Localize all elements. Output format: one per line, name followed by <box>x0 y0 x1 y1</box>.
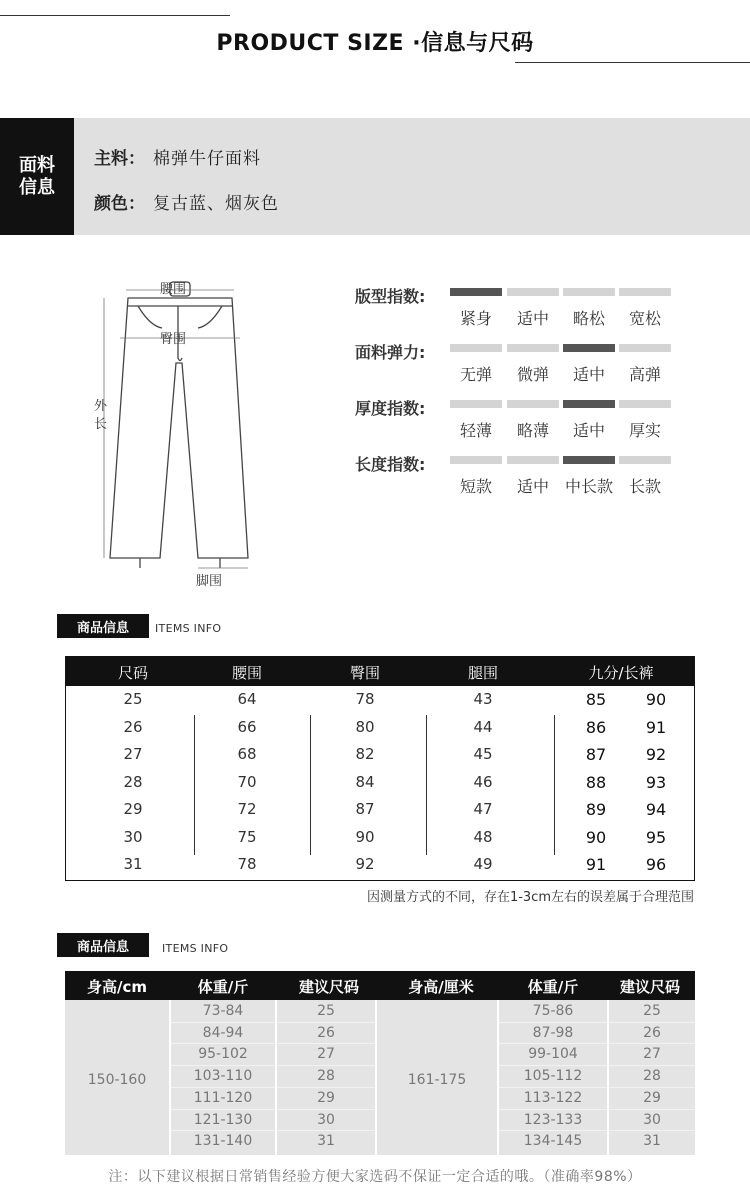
index-bar-length-1 <box>507 456 559 464</box>
rec-row-line <box>171 1043 275 1044</box>
index-option-fit-2: 略松 <box>572 309 605 328</box>
size-header-hip: 臀围 <box>349 664 380 682</box>
rec-cell: 87-98 <box>532 1024 574 1041</box>
index-bar-stretch-1 <box>507 344 559 352</box>
rec-cell: 84-94 <box>202 1024 244 1041</box>
index-bar-thickness-0 <box>450 400 502 408</box>
index-bar-length-0 <box>450 456 502 464</box>
rec-row-line <box>277 1043 375 1044</box>
index-bar-length-2 <box>563 456 615 464</box>
rec-row-line <box>171 1109 275 1110</box>
size-cell: 48 <box>473 827 493 846</box>
index-bar-fit-1 <box>507 288 559 296</box>
index-option-length-0: 短款 <box>459 477 492 496</box>
rec-row-line <box>277 1109 375 1110</box>
size-cell: 31 <box>123 855 143 873</box>
index-bar-fit-0 <box>450 288 502 296</box>
size-cell: 96 <box>645 855 667 874</box>
fabric-color-row <box>94 189 279 214</box>
items-info-subtitle-2: ITEMS INFO <box>162 942 229 955</box>
size-cell: 84 <box>355 772 375 791</box>
rec-row-line <box>609 1065 695 1066</box>
index-bar-stretch-3 <box>619 344 671 352</box>
index-option-fit-0: 紧身 <box>459 309 492 328</box>
size-cell: 87 <box>585 745 607 764</box>
size-cell: 86 <box>585 717 607 737</box>
rec-row-line <box>499 1130 607 1131</box>
rec-cell: 31 <box>317 1133 335 1150</box>
index-option-length-1: 适中 <box>516 477 549 496</box>
size-cell: 78 <box>237 855 257 873</box>
size-cell: 94 <box>645 800 667 819</box>
size-divider-3 <box>426 715 427 855</box>
rec-cell: 123-133 <box>523 1111 583 1128</box>
rec-cell: 25 <box>643 1003 661 1019</box>
rec-row-line <box>499 1109 607 1110</box>
items-info-tag: 商品信息 <box>57 614 149 638</box>
rec-cell: 99-104 <box>528 1046 578 1063</box>
rec-cell: 95-102 <box>198 1046 248 1063</box>
index-bar-thickness-3 <box>619 400 671 408</box>
size-cell: 29 <box>123 800 143 818</box>
index-option-stretch-0: 无弹 <box>459 365 492 384</box>
rec-cell: 103-110 <box>193 1068 253 1085</box>
size-cell: 75 <box>237 827 257 846</box>
size-cell: 43 <box>473 690 493 708</box>
size-cell: 89 <box>585 800 607 819</box>
rec-row-line <box>171 1022 275 1023</box>
rec-cell: 73-84 <box>202 1003 244 1019</box>
index-row-stretch <box>355 338 715 394</box>
items-info-tag-2: 商品信息 <box>57 933 149 957</box>
index-option-length-3: 长款 <box>628 477 661 496</box>
rec-cell: 29 <box>317 1089 335 1106</box>
index-row-length <box>355 450 715 506</box>
rec-row-line <box>499 1022 607 1023</box>
fabric-main-value: 棉弹牛仔面料 <box>153 149 261 169</box>
pants-diagram <box>80 268 280 598</box>
size-cell: 27 <box>123 745 143 763</box>
size-cell: 87 <box>355 800 375 818</box>
rec-row-line <box>171 1065 275 1066</box>
size-cell: 93 <box>645 772 667 792</box>
index-option-stretch-3: 高弹 <box>628 365 661 384</box>
rec-row-line <box>277 1130 375 1131</box>
index-name-length: 长度指数: <box>355 455 426 474</box>
index-option-stretch-1: 微弹 <box>516 365 549 384</box>
size-cell: 64 <box>237 690 257 708</box>
index-option-length-2: 中长款 <box>564 477 613 496</box>
size-cell: 85 <box>585 690 607 709</box>
index-option-thickness-0: 轻薄 <box>459 421 492 440</box>
rec-cell: 28 <box>643 1068 661 1085</box>
header-deco-line-left <box>0 15 230 16</box>
size-cell: 82 <box>355 745 375 763</box>
pants-outline-icon <box>80 268 280 598</box>
rec-cell: 27 <box>317 1046 335 1063</box>
size-cell: 45 <box>473 745 493 763</box>
rec-cell: 31 <box>643 1133 661 1150</box>
rec-row-line <box>277 1087 375 1088</box>
diagram-waist-label: 腰围 <box>160 282 187 297</box>
index-option-stretch-2: 适中 <box>572 365 605 384</box>
size-header-size: 尺码 <box>117 664 148 682</box>
rec-cell: 75-86 <box>532 1003 574 1019</box>
fabric-main-key: 主料： <box>94 149 145 169</box>
rec-cell: 30 <box>317 1111 335 1128</box>
rec-cell: 131-140 <box>193 1133 253 1150</box>
rec-row-line <box>277 1065 375 1066</box>
fabric-color-value: 复古蓝、烟灰色 <box>153 194 279 214</box>
rec-header-size-left: 建议尺码 <box>298 978 359 996</box>
rec-cell: 121-130 <box>193 1111 253 1128</box>
size-table <box>65 656 695 881</box>
size-cell: 90 <box>355 827 375 846</box>
index-option-fit-1: 适中 <box>516 309 549 328</box>
size-header-length: 九分/长裤 <box>588 664 654 682</box>
size-cell: 92 <box>645 745 667 764</box>
size-cell: 68 <box>237 745 257 763</box>
size-header-waist: 腰围 <box>231 664 262 682</box>
rec-row-line <box>499 1087 607 1088</box>
rec-table-header <box>65 971 695 1000</box>
rec-cell: 105-112 <box>523 1068 583 1085</box>
index-row-fit <box>355 282 715 338</box>
rec-row-line <box>171 1087 275 1088</box>
index-bar-length-3 <box>619 456 671 464</box>
index-bar-stretch-0 <box>450 344 502 352</box>
rec-row-line <box>499 1065 607 1066</box>
index-option-fit-3: 宽松 <box>628 309 661 328</box>
header-deco-line-right <box>515 62 750 63</box>
size-cell: 28 <box>123 772 143 791</box>
rec-cell: 26 <box>317 1024 335 1041</box>
fabric-info-tag <box>0 118 74 235</box>
rec-row-line <box>609 1109 695 1110</box>
size-cell: 26 <box>123 717 143 736</box>
size-cell: 70 <box>237 772 257 791</box>
rec-header-height-left: 身高/cm <box>86 978 147 996</box>
rec-header-weight-left: 体重/斤 <box>197 978 249 996</box>
rec-cell: 30 <box>643 1111 661 1128</box>
index-bar-thickness-1 <box>507 400 559 408</box>
rec-row-line <box>609 1022 695 1023</box>
index-row-thickness <box>355 394 715 450</box>
index-block <box>355 282 715 506</box>
size-header-thigh: 腿围 <box>467 664 498 682</box>
size-cell: 91 <box>585 855 607 874</box>
rec-cell: 113-122 <box>523 1089 583 1106</box>
index-name-fit: 版型指数: <box>355 287 426 306</box>
size-cell: 47 <box>473 800 493 818</box>
rec-row-line <box>609 1043 695 1044</box>
page-title: PRODUCT SIZE ·信息与尺码 <box>216 31 534 56</box>
size-cell: 88 <box>585 772 607 792</box>
size-cell: 25 <box>123 690 143 708</box>
fabric-main-row <box>94 144 261 169</box>
recommendation-note: 注：以下建议根据日常销售经验方便大家选码不保证一定合适的哦。（准确率98%） <box>108 1169 642 1185</box>
index-option-thickness-3: 厚实 <box>628 421 661 440</box>
index-option-thickness-1: 略薄 <box>516 421 549 440</box>
rec-cell: 27 <box>643 1046 661 1063</box>
measurement-note: 因测量方式的不同，存在1-3cm左右的误差属于合理范围 <box>366 890 694 905</box>
fabric-color-key: 颜色： <box>94 194 145 214</box>
items-info-subtitle: ITEMS INFO <box>155 622 222 635</box>
rec-header-height-right: 身高/厘米 <box>408 978 474 996</box>
rec-cell: 134-145 <box>523 1133 583 1150</box>
diagram-hem-label: 脚围 <box>196 574 223 589</box>
rec-height-left: 150-160 <box>87 1072 147 1088</box>
rec-cell: 26 <box>643 1024 661 1041</box>
rec-row-line <box>609 1130 695 1131</box>
index-name-stretch: 面料弹力: <box>355 343 426 362</box>
size-cell: 78 <box>355 690 375 708</box>
rec-row-line <box>171 1130 275 1131</box>
rec-row-line <box>499 1043 607 1044</box>
rec-height-right: 161-175 <box>407 1072 467 1088</box>
size-table-header <box>66 657 694 686</box>
rec-cell: 29 <box>643 1089 661 1106</box>
rec-header-size-right: 建议尺码 <box>619 978 680 996</box>
size-cell: 92 <box>355 855 375 873</box>
rec-header-weight-right: 体重/斤 <box>527 978 579 996</box>
index-option-thickness-2: 适中 <box>572 421 605 440</box>
size-recommendation-table <box>65 971 695 1155</box>
fabric-info-band <box>0 118 750 235</box>
size-cell: 66 <box>237 717 257 736</box>
diagram-hip-label: 臀围 <box>160 332 187 347</box>
size-cell: 44 <box>473 717 493 736</box>
size-cell: 90 <box>645 690 667 709</box>
size-cell: 46 <box>473 772 493 791</box>
fabric-info-tag-text: 面料信息 <box>19 154 55 198</box>
size-divider-4 <box>554 715 555 855</box>
rec-cell: 25 <box>317 1003 335 1019</box>
size-cell: 90 <box>585 827 607 847</box>
size-cell: 30 <box>123 827 143 846</box>
index-bar-fit-3 <box>619 288 671 296</box>
size-cell: 95 <box>645 827 667 847</box>
rec-row-line <box>277 1022 375 1023</box>
index-bar-thickness-2 <box>563 400 615 408</box>
index-bar-stretch-2 <box>563 344 615 352</box>
diagram-length-label: 外长 <box>94 399 108 432</box>
rec-row-line <box>609 1087 695 1088</box>
rec-cell: 111-120 <box>193 1089 253 1106</box>
index-name-thickness: 厚度指数: <box>355 399 426 418</box>
size-cell: 72 <box>237 800 257 818</box>
index-bar-fit-2 <box>563 288 615 296</box>
size-cell: 80 <box>355 717 375 736</box>
rec-cell: 28 <box>317 1068 335 1085</box>
size-cell: 49 <box>473 855 493 873</box>
size-cell: 91 <box>645 717 667 737</box>
